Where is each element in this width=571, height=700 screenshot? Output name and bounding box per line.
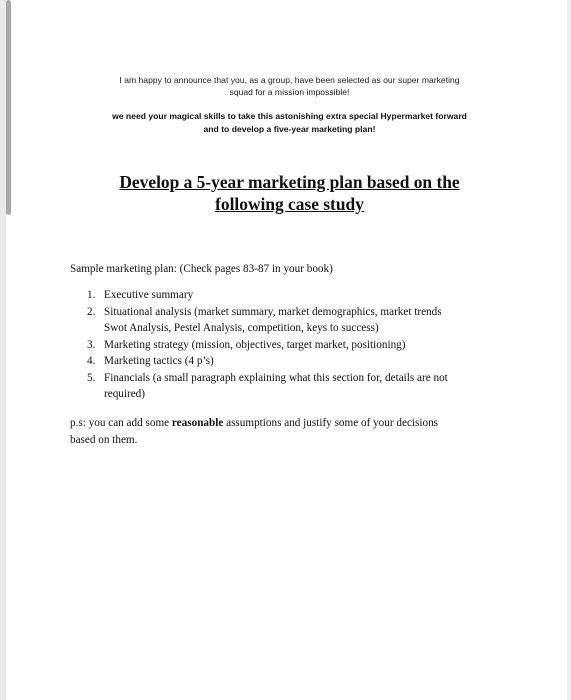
mission-line-2: and to develop a five-year marketing plan! bbox=[203, 123, 376, 134]
intro-paragraph bbox=[12, 74, 567, 98]
note-bold-word: reasonable bbox=[171, 417, 224, 429]
list-item-number: 2. bbox=[87, 305, 96, 318]
list-item bbox=[87, 304, 514, 337]
list-item-number: 1. bbox=[87, 289, 96, 301]
sample-plan-label: Sample marketing plan: (Check pages 83-87 in your book) bbox=[70, 263, 333, 275]
list-item-text-continued: required) bbox=[104, 388, 145, 400]
list-item-number: 3. bbox=[87, 338, 96, 351]
list-item-text: Marketing strategy (mission, objectives, target market, positioning) bbox=[104, 338, 406, 351]
list-item bbox=[87, 370, 514, 403]
note-prefix: p.s: you can add some bbox=[70, 417, 172, 429]
list-item-number: 5. bbox=[87, 371, 96, 384]
intro-line-2: squad for a mission impossible! bbox=[229, 87, 350, 97]
title-line-2: following case study bbox=[215, 194, 364, 214]
list-item bbox=[87, 353, 514, 370]
right-gutter bbox=[567, 0, 571, 700]
list-item bbox=[87, 337, 514, 354]
note-line-2: based on them. bbox=[70, 434, 138, 446]
list-item-text: Executive summary bbox=[104, 289, 194, 301]
plan-list bbox=[87, 287, 514, 403]
scrollbar-thumb[interactable] bbox=[6, 0, 11, 215]
intro-line-1: I am happy to announce that you, as a group, have been selected as our super marketing bbox=[119, 75, 460, 85]
ps-note bbox=[70, 415, 510, 449]
list-item-text: Financials (a small paragraph explaining what this section for, details are not bbox=[104, 371, 448, 384]
list-item-text: Marketing tactics (4 p’s) bbox=[104, 355, 214, 367]
document-page bbox=[12, 0, 567, 700]
mission-paragraph bbox=[12, 110, 567, 135]
mission-line-1: we need your magical skills to take this astonishing extra special Hypermarket forward bbox=[112, 111, 467, 121]
list-item-text-continued: Swot Analysis, Pestel Analysis, competition, keys to success) bbox=[104, 322, 379, 334]
note-suffix: assumptions and justify some of your decisions bbox=[223, 417, 439, 429]
page-title bbox=[12, 171, 567, 215]
list-item-number: 4. bbox=[87, 355, 96, 367]
list-item-text: Situational analysis (market summary, market demographics, market trends bbox=[104, 305, 442, 318]
title-line-1: Develop a 5-year marketing plan based on the bbox=[119, 172, 460, 192]
list-item bbox=[87, 287, 514, 304]
